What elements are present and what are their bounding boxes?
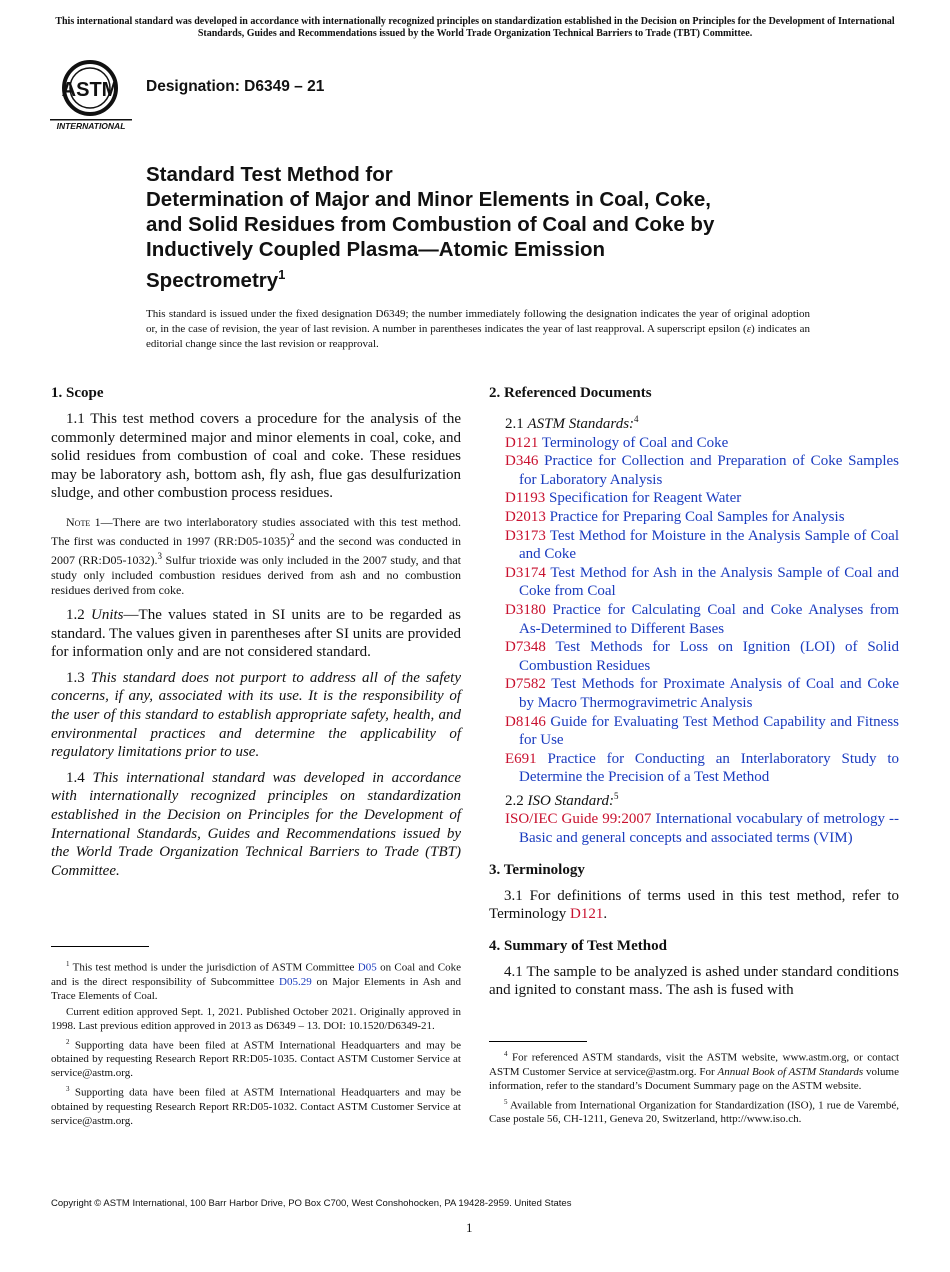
- section-heading-scope: 1. Scope: [51, 385, 104, 401]
- reference-item[interactable]: [489, 564, 899, 601]
- astm-standards-subheading: 2.1 ASTM Standards:$^4$: [505, 414, 639, 432]
- reference-item[interactable]: [489, 713, 899, 750]
- title-line: Spectrometry$^1$: [146, 267, 286, 292]
- paragraph-3-1: 3.1 For definitions of terms used in this test method, refer to Terminology D121.: [489, 887, 899, 923]
- title-line: Determination of Major and Minor Elements in Coal, Coke,: [146, 188, 711, 211]
- title-line: and Solid Residues from Combustion of Coal and Coke by: [146, 213, 715, 236]
- title-footnote-ref: 1: [278, 267, 286, 282]
- reference-code[interactable]: D1193: [505, 490, 546, 507]
- reference-item[interactable]: [489, 675, 899, 712]
- reference-title[interactable]: Specification for Reagent Water: [549, 490, 742, 507]
- document-title: [146, 162, 836, 293]
- section-heading-terminology: 3. Terminology: [489, 861, 585, 878]
- reference-code[interactable]: D2013: [505, 508, 546, 525]
- reference-title[interactable]: Practice for Calculating Coal and Coke Analyses from As-Determined to Different Bases: [519, 601, 899, 637]
- reference-code[interactable]: D7582: [505, 676, 546, 693]
- designation: Designation: D6349 – 21: [146, 78, 325, 95]
- reference-title[interactable]: Test Method for Ash in the Analysis Sample of Coal and Coke from Coal: [519, 564, 899, 600]
- reference-title[interactable]: International vocabulary of metrology -- Basic and general concepts and associated terms (VIM): [519, 811, 900, 847]
- iso-standard-subheading: 2.2 ISO Standard:$^5$: [505, 790, 619, 809]
- title-line: Inductively Coupled Plasma—Atomic Emission: [146, 238, 606, 261]
- footnote-4: $^4$ For referenced ASTM standards, visit the ASTM website, www.astm.org, or contact ASTM Customer Service at service@astm.org. For Annual Book of ASTM Standards volume information, refer to the standard’s Document Summary page on the ASTM website.: [489, 1050, 900, 1092]
- terminology-link-d121[interactable]: D121: [570, 906, 604, 923]
- paragraph-1-3: 1.3 This standard does not purport to address all of the safety concerns, if any, associated with its use. It is the responsibility of the user of this standard to establish appropriate safety, health, and environmental practices and determine the applicability of regulatory limitations prior to use.: [51, 669, 461, 761]
- reference-item[interactable]: [489, 452, 899, 489]
- page-number: 1: [466, 1220, 473, 1235]
- reference-code[interactable]: D346: [505, 453, 539, 470]
- footnote-2: $^2$ Supporting data have been filed at ASTM International Headquarters and may be obtained by requesting Research Report RR:D05-1035. Contact ASTM Customer Service at service@astm.org.: [51, 1037, 461, 1080]
- reference-code[interactable]: D3173: [505, 527, 546, 544]
- paragraph-1-4: 1.4 This international standard was developed in accordance with internationally recognized principles on standardization established in the Decision on Principles for the Development of International Standards, Guides and Recommendations issued by the World Trade Organization Technical Barriers to Trade (TBT) Committee.: [51, 769, 462, 879]
- reference-item[interactable]: [489, 508, 899, 527]
- reference-item[interactable]: [489, 810, 899, 847]
- reference-title[interactable]: Test Methods for Proximate Analysis of Coal and Coke by Macro Thermogravimetric Analysis: [519, 676, 899, 711]
- note-1: Note 1—There are two interlaboratory studies associated with this test method. The first was conducted in 1997 (RR:D05-1035)$^2$ and the second was conducted in 2007 (RR:D05-1032).$^3$ Sulfur trioxide was only included in the 2007 study, and that study only included combustion residues derived from ash and no combustion residues derived from coke.: [51, 514, 462, 597]
- footnote-1: $^1$ This test method is under the jurisdiction of ASTM Committee D05 on Coal and Coke and is the direct responsibility of Subcommittee D05.29 on Major Elements in Ash and Trace Elements of Coal.: [51, 960, 461, 1002]
- reference-title[interactable]: Terminology of Coal and Coke: [541, 434, 729, 451]
- reference-item[interactable]: [489, 489, 899, 508]
- logo-text-astm: ASTM: [61, 79, 119, 101]
- footnotes-right: [489, 1047, 899, 1128]
- committee-link-d05[interactable]: D05: [357, 961, 377, 974]
- reference-title[interactable]: Practice for Preparing Coal Samples for Analysis: [549, 508, 845, 525]
- reference-title[interactable]: Test Methods for Loss on Ignition (LOI) of Solid Combustion Residues: [519, 639, 899, 674]
- reference-title[interactable]: Practice for Collection and Preparation of Coke Samples for Laboratory Analysis: [519, 453, 899, 488]
- footnote-5: $^5$ Available from International Organization for Standardization (ISO), 1 rue de Varembé, Case postale 56, CH-1211, Geneva 20, Switzerland, http://www.iso.ch.: [489, 1097, 899, 1126]
- footnote-divider-left: [51, 946, 149, 947]
- reference-code[interactable]: D8146: [505, 713, 546, 730]
- astm-logo: [50, 58, 136, 132]
- reference-title[interactable]: Practice for Conducting an Interlaboratory Study to Determine the Precision of a Test Method: [519, 750, 899, 786]
- astm-reference-list: [489, 434, 899, 787]
- section-heading-summary: 4. Summary of Test Method: [489, 937, 667, 954]
- paragraph-4-1: 4.1 The sample to be analyzed is ashed under standard conditions and ignited to constant mass. The ash is fused with: [489, 963, 899, 999]
- reference-item[interactable]: [489, 434, 899, 453]
- copyright-notice: Copyright © ASTM International, 100 Barr Harbor Drive, PO Box C700, West Conshohocken, PA 19428-2959. United States: [51, 1198, 572, 1209]
- reference-code[interactable]: E691: [505, 750, 537, 767]
- reference-item[interactable]: [489, 527, 899, 564]
- paragraph-1-1: 1.1 This test method covers a procedure for the analysis of the commonly determined major and minor elements in coal, coke, and solid residues from combustion of coal and coke. These residues may be laboratory ash, bottom ash, fly ash, flue gas desulfurization sludge, and other combustion process residues.: [51, 411, 461, 502]
- subcommittee-link-d05-29[interactable]: D05.29: [279, 975, 312, 988]
- issued-statement: This standard is issued under the fixed designation D6349; the number immediately following the designation indicates the year of original adoption or, in the case of revision, the year of last revision. A number in parentheses indicates the year of last reapproval. A superscript epsilon (ε) indicates an editorial change since the last revision or reapproval.: [146, 308, 810, 350]
- reference-item[interactable]: [489, 601, 899, 638]
- iso-reference-list: [489, 810, 899, 847]
- standardization-notice: This international standard was developed in accordance with internationally recognized principles on standardization established in the Decision on Principles for the Development of International Standards, Guides and Recommendations issued by the World Trade Organization Technical Barriers to Trade (TBT) Committee.: [55, 16, 895, 39]
- paragraph-1-2: 1.2 Units—The values stated in SI units are to be regarded as standard. The values given in parentheses after SI units are provided for information only and are not considered standard.: [51, 606, 462, 661]
- right-column: [489, 385, 899, 1007]
- title-line: Standard Test Method for: [146, 163, 393, 186]
- reference-code[interactable]: D121: [505, 434, 539, 451]
- reference-title[interactable]: Test Method for Moisture in the Analysis Sample of Coal and Coke: [519, 527, 899, 563]
- section-heading-referenced-documents: 2. Referenced Documents: [489, 385, 652, 401]
- reference-title[interactable]: Guide for Evaluating Test Method Capability and Fitness for Use: [519, 713, 899, 749]
- reference-code[interactable]: D7348: [505, 639, 546, 656]
- footnote-3: $^3$ Supporting data have been filed at ASTM International Headquarters and may be obtained by requesting Research Report RR:D05-1032. Contact ASTM Customer Service at service@astm.org.: [51, 1085, 461, 1127]
- footnote-divider-right: [489, 1041, 587, 1042]
- reference-code[interactable]: ISO/IEC Guide 99:2007: [505, 811, 652, 828]
- reference-item[interactable]: [489, 638, 899, 675]
- footnote-1-edition: Current edition approved Sept. 1, 2021. Published October 2021. Originally approved in 1998. Last previous edition approved in 2013 as D6349 – 13. DOI: 10.1520/D6349-21.: [51, 1005, 461, 1032]
- logo-text-international: INTERNATIONAL: [56, 121, 126, 131]
- reference-code[interactable]: D3180: [505, 601, 546, 618]
- reference-item[interactable]: [489, 750, 899, 787]
- left-column: [51, 385, 461, 887]
- astm-logo-icon: [50, 58, 136, 132]
- footnotes-left: [51, 957, 461, 1130]
- reference-code[interactable]: D3174: [505, 564, 546, 581]
